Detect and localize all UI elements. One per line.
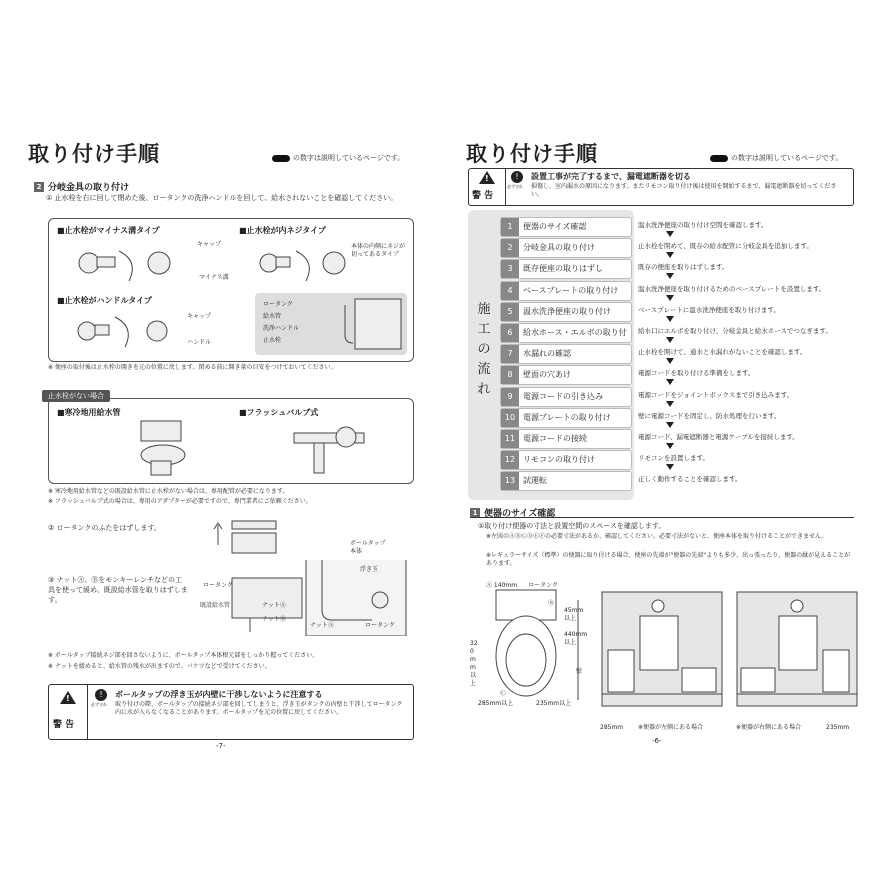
step3-text: ③ ナットⒶ、Ⓑをモンキーレンチなどの工具を使って緩め、既設給水管を取りはずします。 — [48, 576, 188, 604]
flow-step-number: 8 — [501, 366, 519, 384]
flow-step-description: 壁に電源コードを固定し、防水処理を行います。 — [638, 411, 781, 420]
right-page-ref — [710, 153, 842, 163]
flow-arrow-icon — [666, 295, 674, 301]
balltap-label: ボールタップ本体 — [350, 540, 386, 555]
flow-step-description: 給水口にエルボを取り付け、分岐金具と給水ホースでつなぎます。 — [638, 327, 832, 335]
flow-step-description: 既存の便座を取りはずします。 — [638, 263, 729, 272]
flow-step-description: ベースプレートに温水洗浄便座を取り付けます。 — [638, 305, 780, 314]
flow-arrow-icon — [666, 316, 674, 322]
note5: ※ ナットを緩めると、給水管の残水が出ますので、バケツなどで受けてください。 — [48, 663, 271, 670]
flow-arrow-icon — [666, 379, 674, 385]
diag-lowtank-label: ロータンク — [203, 582, 233, 589]
flow-step-label: 分岐金具の取り付け — [523, 243, 595, 253]
flow-step — [500, 238, 632, 258]
handle-label: ハンドル — [187, 339, 212, 346]
flow-arrow-icon — [666, 252, 674, 258]
page-ref-icon — [272, 155, 290, 162]
flow-step-number: 5 — [501, 303, 519, 321]
flow-step — [500, 429, 632, 449]
flow-step-label: 電源コードの接続 — [523, 434, 587, 443]
size-note1: ※左図のⒶⒷⒸⒹⒺⒻの必要寸法があるか、確認してください。必要寸法がないと、便座本体を取り付けることができません。 — [486, 533, 828, 540]
inner-note: 本体の内側にネジが切ってあるタイプ — [351, 243, 406, 258]
flow-step-label: 試運転 — [523, 476, 547, 486]
flow-step-label: 給水ホース・エルボの取り付 — [523, 328, 627, 337]
nut-a-label-2: ナットⒶ — [310, 622, 334, 629]
flow-step-label: 便器のサイズ確認 — [523, 222, 587, 231]
flow-step-number: 6 — [501, 324, 519, 342]
flow-step — [500, 450, 632, 470]
page-ref-icon — [710, 155, 728, 162]
flow-step-number: 2 — [501, 239, 519, 257]
section-label: 便器のサイズ確認 — [484, 509, 556, 519]
dim-c: Ⓒ — [500, 690, 507, 697]
page-ref-text: の数字は説明しているページです。 — [731, 154, 843, 162]
flow-step-number: 12 — [501, 451, 519, 469]
lowtank-label: ロータンク — [263, 301, 293, 308]
warning-triangle-icon: ! — [479, 171, 495, 184]
step1-text: ① 止水栓を右に回して閉めた後、ロータンクの洗浄ハンドルを回して、給水されないことを確認してください。 — [46, 194, 398, 202]
diag-lowtank-label-2: ロータンク — [365, 622, 395, 629]
inner-valve-illustration — [254, 241, 354, 291]
flow-step — [500, 471, 632, 491]
no-valve-box — [48, 398, 414, 484]
left-section-heading — [34, 180, 129, 193]
flow-step-label: 温水洗浄便座の取り付け — [523, 306, 611, 316]
flow-step-number: 9 — [501, 388, 519, 406]
left-dim: 285mm — [600, 724, 624, 731]
flow-step — [500, 217, 632, 237]
note1: ※ 便座の取付後は止水栓の開きを元の位置に戻します。閉める前に開き量の目安をつけておいてください。 — [48, 364, 337, 371]
toilet-illustration — [129, 417, 199, 479]
right-caption: ※便器が右側にある場合 — [736, 724, 802, 731]
warning-triangle-icon: ! — [60, 691, 76, 704]
nut-b-label: ナットⒷ — [262, 616, 286, 623]
flow-step-label: 電源コードの引き込み — [523, 391, 603, 401]
type-handle-heading: ■止水栓がハンドルタイプ — [57, 296, 152, 305]
dim-f-right: 235mm以上 — [536, 700, 572, 707]
wall-label: 壁 — [576, 668, 583, 675]
flow-arrow-icon — [666, 273, 674, 279]
type-minus-heading: ■止水栓がマイナス溝タイプ — [57, 226, 160, 235]
note2: ※ 寒冷地用給水管などの既設給水管に止水栓がない場合は、専用配管が必要になります。 — [48, 488, 289, 495]
right-placement-diagram — [735, 590, 860, 710]
note4: ※ ボールタップ接続ネジ部を回さないように、ボールタップ本体根元部をしっかり握ってください。 — [48, 652, 319, 659]
dim-d-value: 440mm 以上 — [564, 631, 588, 646]
existing-pipe-label: 既設給水管 — [200, 602, 231, 609]
flow-arrow-icon — [666, 443, 674, 449]
flow-arrow-icon — [666, 231, 674, 237]
must-label: 必ず守れ — [507, 184, 523, 189]
flow-step — [500, 323, 632, 343]
left-page-ref — [272, 153, 404, 163]
flow-step-label: 壁面の穴あけ — [523, 370, 571, 380]
warning-body: 損傷し、室内漏水の原因になります。またリモコン取り付け後は使用を開始するまで、漏電遮断器を切ってください。 — [531, 183, 837, 198]
cap-label: キャップ — [197, 241, 222, 248]
warning-body: 取り付けの際、ボールタップの接続ネジ部を回してしまうと、浮き玉がタンクの内壁と干渉してロータンク内に水が入らなくなることがあります。ボールタップを元の位置に戻してください。 — [115, 701, 403, 716]
right-warning-box — [468, 168, 854, 206]
flow-step-description: 電源コードをジョイントボックスまで引き込みます。 — [638, 390, 794, 399]
must-icon: ! — [95, 689, 107, 701]
flow-step — [500, 408, 632, 428]
left-warning-badge — [49, 685, 88, 739]
section-rule — [470, 517, 854, 518]
supply-pipe-label: 給水管 — [263, 313, 282, 320]
flow-step-description: リモコンを設置します。 — [638, 454, 709, 463]
minus-groove-label: マイナス溝 — [199, 274, 229, 281]
dim-a: Ⓐ 140mm — [486, 582, 518, 589]
flush-valve-illustration — [284, 419, 384, 477]
dim-lowtank: ロータンク — [528, 582, 558, 589]
flow-step-label: 水漏れの確認 — [523, 349, 571, 359]
flow-step — [500, 302, 632, 322]
flush-valve-heading: ■フラッシュバルブ式 — [239, 408, 319, 417]
flow-step-description: 温水洗浄便座を取り付けるためのベースプレートを設置します。 — [638, 284, 826, 293]
type-inner-heading: ■止水栓が内ネジタイプ — [239, 226, 326, 235]
size-text: ①取り付け便器の寸法と設置空間のスペースを確認します。 — [478, 522, 666, 530]
flow-arrow-icon — [666, 422, 674, 428]
dim-b: Ⓑ — [548, 600, 555, 607]
flow-label-char: の — [477, 342, 491, 357]
tank-lid-illustration — [210, 515, 280, 555]
flow-step-description: 止水栓を閉めて、既存の給水配管に分岐金具を追加します。 — [638, 242, 813, 251]
dim-f-left: 285mm以上 — [478, 700, 514, 707]
flow-step-description: 電源コードを取り付ける準備をします。 — [638, 369, 755, 378]
right-page-title: 取り付け手順 — [466, 142, 598, 166]
dim-c-value: 45mm 以上 — [564, 607, 584, 622]
must-icon: ! — [511, 171, 523, 183]
section-label: 分岐金具の取り付け — [48, 183, 130, 193]
right-dim: 235mm — [826, 724, 850, 731]
flow-step — [500, 344, 632, 364]
valve-types-box — [48, 218, 414, 362]
nut-a-label: ナットⒶ — [262, 602, 286, 609]
stop-valve-label: 止水栓 — [263, 337, 282, 344]
section-number: 1 — [470, 508, 480, 518]
flow-step-label: ベースプレートの取り付け — [523, 285, 619, 295]
warning-label: 警 告 — [472, 191, 494, 201]
flow-arrow-icon — [666, 337, 674, 343]
right-page-number: -6- — [652, 737, 662, 745]
flow-step — [500, 259, 632, 279]
flow-step-description: 正しく動作することを確認します。 — [638, 475, 742, 484]
dim-e-value: 320mm以上 — [470, 640, 478, 687]
no-valve-tag: 止水栓がない場合 — [42, 390, 110, 402]
flow-step-number: 1 — [501, 218, 519, 236]
flow-step-label: 既存便座の取りはずし — [523, 264, 603, 274]
flow-label-char: 施 — [477, 302, 491, 317]
flow-step-label: リモコンの取り付け — [523, 455, 595, 465]
warning-heading: ボールタップの浮き玉が内壁に干渉しないように注意する — [115, 690, 323, 699]
flow-step-number: 3 — [501, 260, 519, 278]
flow-arrow-icon — [666, 464, 674, 470]
flow-label-char: 流 — [477, 362, 491, 377]
flow-step-number: 13 — [501, 472, 519, 490]
flow-arrow-icon — [666, 358, 674, 364]
left-caption: ※便器が左側にある場合 — [638, 724, 704, 731]
flush-handle-label: 洗浄ハンドル — [263, 325, 300, 332]
flow-step-description: 止水栓を開けて、通水と水漏れがないことを確認します。 — [638, 348, 807, 357]
right-warning-badge — [469, 169, 506, 205]
left-page-title: 取り付け手順 — [28, 142, 160, 166]
tank-detail-panel — [255, 293, 407, 355]
flow-step — [500, 365, 632, 385]
flow-step-number: 4 — [501, 282, 519, 300]
flow-step-description: 電源コード、漏電遮断器と電源ケーブルを接続します。 — [638, 433, 799, 441]
flow-step-label: 電源プレートの取り付け — [523, 412, 611, 422]
left-page-number: -7- — [216, 742, 226, 750]
tank-illustration — [325, 295, 405, 353]
page-ref-text: の数字は説明しているページです。 — [293, 154, 405, 162]
flow-label — [476, 300, 492, 400]
flow-arrow-icon — [666, 401, 674, 407]
step2-text: ② ロータンクのふたをはずします。 — [48, 524, 161, 532]
flow-label-char: れ — [477, 382, 491, 397]
warning-label: 警 告 — [53, 720, 75, 730]
cap-label-2: キャップ — [187, 313, 212, 320]
flow-step-number: 10 — [501, 409, 519, 427]
section-number: 2 — [34, 182, 44, 192]
left-warning-box — [48, 684, 414, 740]
must-label: 必ず守れ — [91, 702, 107, 707]
flow-step — [500, 387, 632, 407]
cold-region-heading: ■寒冷地用給水管 — [57, 408, 121, 417]
warning-heading: 設置工事が完了するまで、漏電遮断器を切る — [531, 172, 691, 181]
left-placement-diagram — [600, 590, 725, 710]
flow-step-description: 温水洗浄便座の取り付け空間を確認します。 — [638, 221, 768, 229]
flow-step-number: 11 — [501, 430, 519, 448]
flow-label-char: 工 — [477, 322, 491, 337]
note3: ※ フラッシュバルブ式の場合は、専用のアダプターが必要ですので、専門業者にご依頼ください。 — [48, 498, 312, 505]
float-label: 浮き玉 — [360, 566, 379, 573]
flow-step-number: 7 — [501, 345, 519, 363]
size-note2: ※レギュラーサイズ（標準）の便器に取り付ける場合、便座の先端が"便器の先端"よりも多少、出っ張ったり、便器の縁が見えることがあります。 — [486, 552, 851, 567]
flow-step — [500, 281, 632, 301]
